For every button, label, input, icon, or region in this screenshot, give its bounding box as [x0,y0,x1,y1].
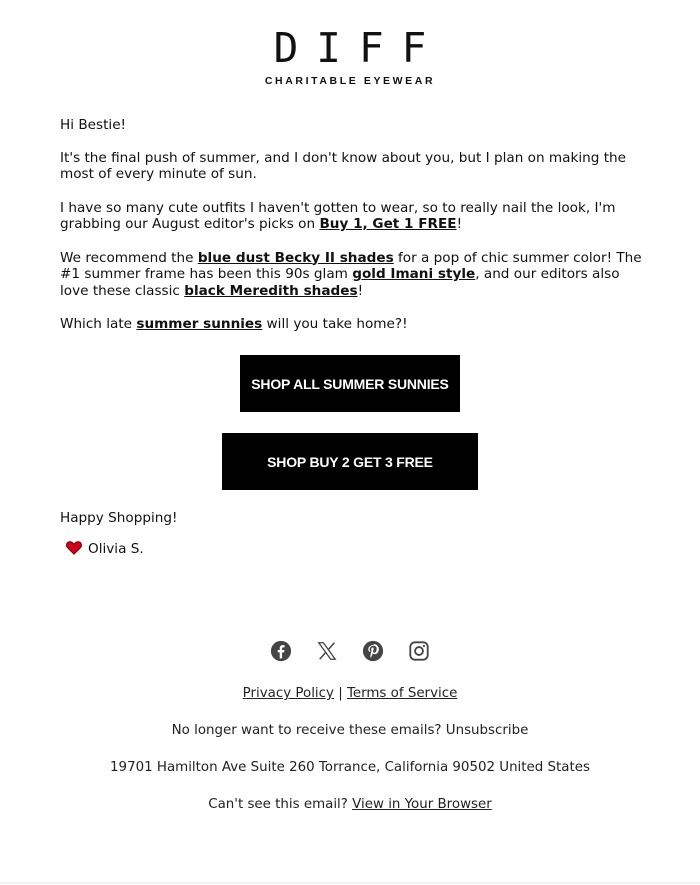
view-in-browser-link[interactable]: View in Your Browser [352,797,492,812]
closing-text: Happy Shopping! [60,510,178,526]
heart-icon [66,541,82,555]
paragraph-2 [60,200,645,233]
x-icon[interactable] [316,640,338,662]
logo-tagline: CHARITABLE EYEWEAR [264,75,436,87]
becky-link[interactable]: blue dust Becky II shades [197,249,394,266]
instagram-icon[interactable] [408,640,430,662]
brand-logo[interactable] [0,26,700,87]
signature [66,541,144,557]
email-body [60,117,645,333]
paragraph-4-text-b: will you take home?! [262,316,408,332]
bottom-divider [0,882,700,884]
view-in-browser-prefix: Can't see this email? [208,797,353,812]
meredith-link[interactable]: black Meredith shades [184,282,358,299]
paragraph-4-text-a: Which late [60,316,137,332]
shop-buy-2-get-3-button[interactable]: SHOP BUY 2 GET 3 FREE [222,433,478,490]
facebook-icon[interactable] [270,640,292,662]
imani-link[interactable]: gold Imani style [352,266,476,282]
paragraph-3 [60,250,645,300]
logo-wordmark: DIFF [273,24,445,72]
social-links [0,640,700,662]
shop-all-summer-sunnies-button[interactable]: SHOP ALL SUMMER SUNNIES [240,355,460,412]
signature-name: Olivia S. [88,541,144,557]
privacy-policy-link[interactable]: Privacy Policy [242,686,334,701]
paragraph-3-text-c: , and our editors also love these classic [60,266,620,299]
legal-links [0,686,700,701]
terms-of-service-link[interactable]: Terms of Service [346,686,458,701]
view-in-browser [0,797,700,812]
legal-separator: | [333,686,347,701]
paragraph-3-text-b: for a pop of chic summer color! The #1 summer frame has been this 90s glam [60,249,642,282]
paragraph-1: It's the final push of summer, and I don't know about you, but I plan on making the most of every minute of sun. [60,149,627,182]
greeting: Hi Bestie! [60,117,127,133]
pinterest-icon[interactable] [362,640,384,662]
paragraph-2-text: I have so many cute outfits I haven't gotten to wear, so to really nail the look, I'm grabbing our August editor's picks on [60,199,616,232]
company-address: 19701 Hamilton Ave Suite 260 Torrance, California 90502 United States [110,760,590,775]
paragraph-2-end: ! [456,216,463,232]
bogo-link[interactable]: Buy 1, Get 1 FREE [319,216,457,232]
paragraph-3-text-a: We recommend the [60,249,198,266]
unsubscribe-text[interactable]: No longer want to receive these emails? Unsubscribe [171,723,529,738]
paragraph-3-end: ! [357,282,364,299]
paragraph-4 [60,316,645,333]
summer-sunnies-link[interactable]: summer sunnies [136,316,263,332]
